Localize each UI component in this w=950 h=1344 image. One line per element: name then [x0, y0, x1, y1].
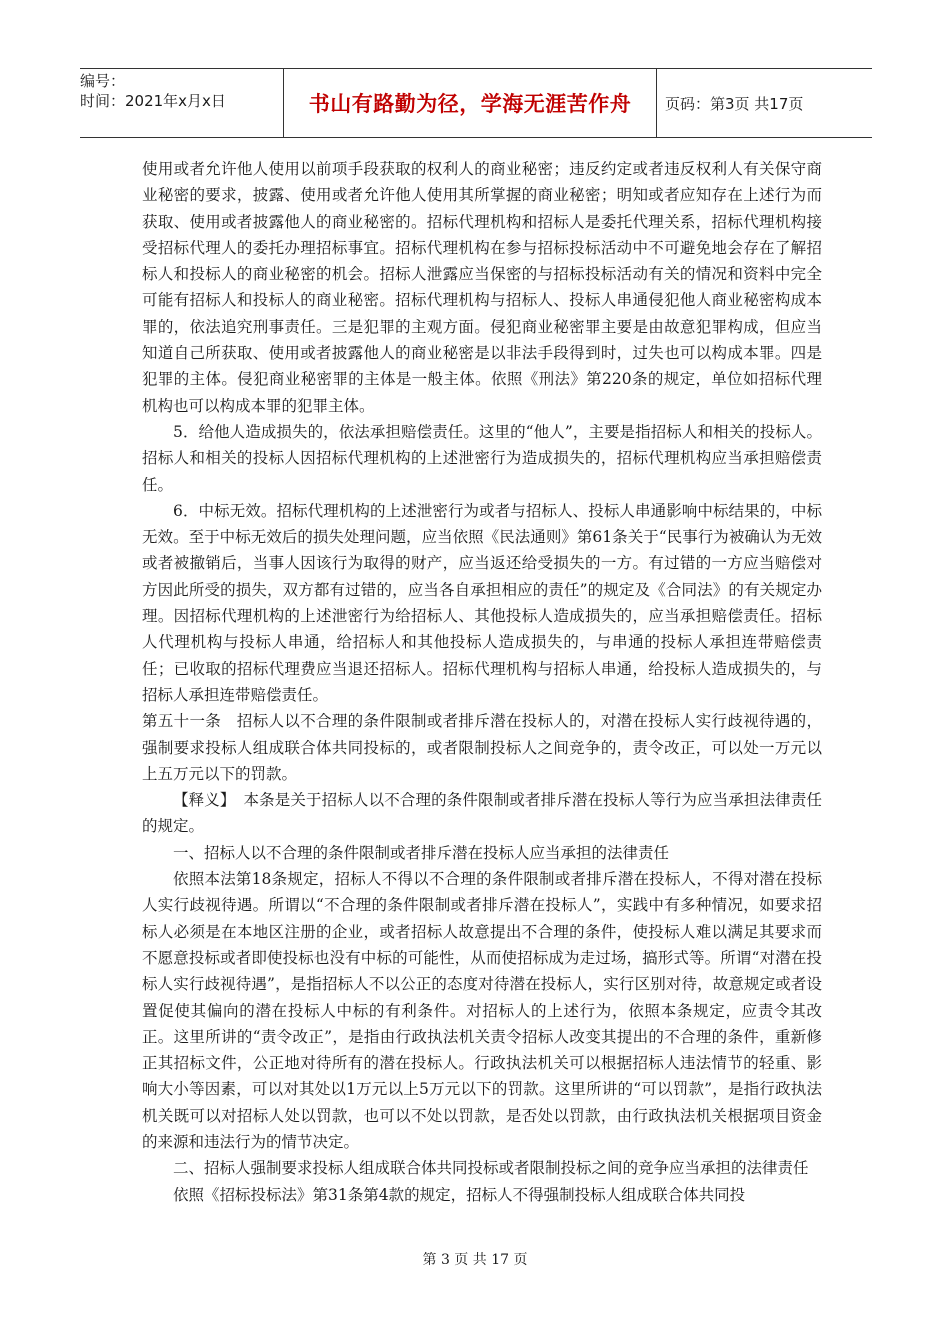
body-paragraph: 使用或者允许他人使用以前项手段获取的权利人的商业秘密；违反约定或者违反权利人有关保守商业秘密的要求，披露、使用或者允许他人使用其所掌握的商业秘密；明知或者应知存在上述行为而获取、使用或者披露他人的商业秘密的。招标代理机构和招标人是委托代理关系，招标代理机构接受招标代理人的委托办理招标事宜。招标代理机构在参与招标投标活动中不可避免地会存在了解招标人和投标人的商业秘密的机会。招标人泄露应当保密的与招标投标活动有关的情况和资料中完全可能有招标人和投标人的商业秘密。招标代理机构与招标人、投标人串通侵犯他人商业秘密构成本罪的，依法追究刑事责任。三是犯罪的主观方面。侵犯商业秘密罪主要是由故意犯罪构成，但应当知道自己所获取、使用或者披露他人的商业秘密是以非法手段得到时，过失也可以构成本罪。四是犯罪的主体。侵犯商业秘密罪的主体是一般主体。依照《刑法》第220条的规定，单位如招标代理机构也可以构成本罪的犯罪主体。: [142, 160, 822, 415]
section-heading: 一、招标人以不合理的条件限制或者排斥潜在投标人应当承担的法律责任: [173, 843, 670, 862]
document-number-label: 编号：: [80, 72, 126, 90]
document-date-label: 时间：2021年x月x日: [80, 92, 226, 110]
body-paragraph: 依照《招标投标法》第31条第4款的规定，招标人不得强制投标人组成联合体共同投: [173, 1185, 746, 1204]
header-page-number: 页码：第3页 共17页: [665, 94, 804, 113]
article-heading: 第五十一条 招标人以不合理的条件限制或者排斥潜在投标人的，对潜在投标人实行歧视待遇的，强制要求投标人组成联合体共同投标的，或者限制投标人之间竞争的，责令改正，可以处一万元以上五万元以下的罚款。: [142, 712, 822, 783]
section-heading: 二、招标人强制要求投标人组成联合体共同投标或者限制投标之间的竞争应当承担的法律责任: [173, 1159, 809, 1178]
body-paragraph: 6．中标无效。招标代理机构的上述泄密行为或者与招标人、投标人串通影响中标结果的，中标无效。至于中标无效后的损失处理问题，应当依照《民法通则》第61条关于“民事行为被确认为无效或者被撤销后，当事人因该行为取得的财产，应当返还给受损失的一方。有过错的一方应当赔偿对方因此所受的损失，双方都有过错的，应当各自承担相应的责任”的规定及《合同法》的有关规定办理。因招标代理机构的上述泄密行为给招标人、其他投标人造成损失的，应当承担赔偿责任。招标人代理机构与投标人串通，给招标人和其他投标人造成损失的，与串通的投标人承担连带赔偿责任；已收取的招标代理费应当退还招标人。招标代理机构与招标人串通，给投标人造成损失的，与招标人承担连带赔偿责任。: [142, 501, 822, 704]
body-paragraph: 依照本法第18条规定，招标人不得以不合理的条件限制或者排斥潜在投标人，不得对潜在投标人实行歧视待遇。所谓以“不合理的条件限制或者排斥潜在投标人”，实践中有多种情况，如要求招标人必须是在本地区注册的企业，或者招标人故意提出不合理的条件，使投标人难以满足其要求而不愿意投标或者即使投标也没有中标的可能性，从而使招标成为走过场，搞形式等。所谓“对潜在投标人实行歧视待遇”，是指招标人不以公正的态度对待潜在投标人，实行区别对待，故意规定或者设置促使其偏向的潜在投标人中标的有利条件。对招标人的上述行为，依照本条规定，应责令其改正。这里所讲的“责令改正”，是指由行政执法机关责令招标人改变其提出的不合理的条件，重新修正其招标文件，公正地对待所有的潜在投标人。行政执法机关可以根据招标人违法情节的轻重、影响大小等因素，可以对其处以1万元以上5万元以下的罚款。这里所讲的“可以罚款”，是指行政执法机关既可以对招标人处以罚款，也可以不处以罚款，是否处以罚款，由行政执法机关根据项目资金的来源和违法行为的情节决定。: [142, 870, 822, 1151]
page-header: [80, 68, 872, 138]
document-body: [142, 156, 822, 1208]
body-paragraph: 5．给他人造成损失的，依法承担赔偿责任。这里的“他人”，主要是指招标人和相关的投标人。招标人和相关的投标人因招标代理机构的上述泄密行为造成损失的，招标代理机构应当承担赔偿责任。: [142, 422, 822, 494]
page-footer: 第 3 页 共 17 页: [422, 1252, 528, 1268]
header-meta: [80, 69, 283, 137]
header-motto: 书山有路勤为径，学海无涯苦作舟: [283, 69, 657, 137]
interpretation-paragraph: 【释义】 本条是关于招标人以不合理的条件限制或者排斥潜在投标人等行为应当承担法律责任的规定。: [142, 791, 822, 836]
